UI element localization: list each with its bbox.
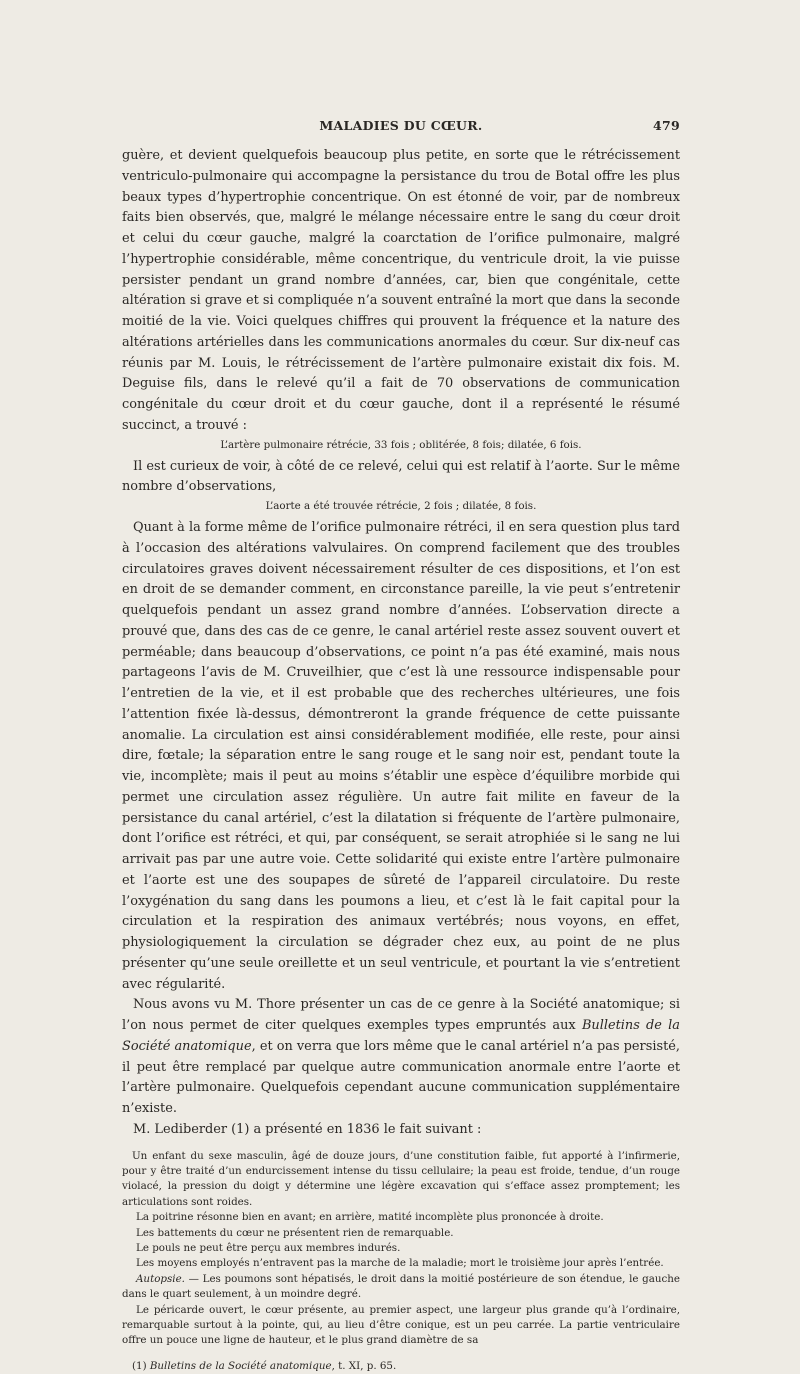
paragraph-text: , et on verra que lors même que le canal artériel n’a pas persisté, il peut être remplacé par quelque autre communication anormale entre l’aorte et l’artère pulmonaire. Quelquefois cependant aucune communication supplémentaire n’existe. [122, 1038, 680, 1116]
statistics-line: L’artère pulmonaire rétrécie, 33 fois ; oblitérée, 8 fois; dilatée, 6 fois. [220, 438, 582, 451]
journal-title: Bulletins de la Société anatomique [122, 1018, 680, 1054]
footnote [122, 1359, 680, 1374]
running-header [122, 118, 680, 136]
paragraph-text: Nous avons vu M. Thore présenter un cas de ce genre à la Société anatomique; si l’on nous permet de citer quelques exemples types empruntés aux [122, 997, 680, 1033]
footnote-marker: (1) [132, 1359, 150, 1372]
case-observation [122, 1149, 680, 1349]
observation-paragraph: Un enfant du sexe masculin, âgé de douze jours, d’une constitution faible, fut apporté à l’infirmerie, pour y être traité d’un endurcissement intense du tissu cellulaire; la peau est froide, tendue, d’un rouge violacé, la pression du doigt y détermine une légère excavation qui s’efface assez promptement; les articulations sont roides. [122, 1149, 680, 1208]
footnote-reference: , t. XI, p. 65. [331, 1359, 397, 1372]
observation-paragraph: Le péricarde ouvert, le cœur présente, au premier aspect, une largeur plus grande qu’à l’ordinaire, remarquable surtout à la pointe, qui, au lieu d’être conique, est un peu carrée. La partie ventriculaire offre un pouce une ligne de hauteur, et le plus grand diamètre de sa [122, 1303, 680, 1347]
paragraph: Il est curieux de voir, à côté de ce relevé, celui qui est relatif à l’aorte. Sur le même nombre d’observations, [122, 458, 680, 495]
observation-paragraph: Le pouls ne peut être perçu aux membres indurés. [136, 1241, 401, 1254]
observation-paragraph: Les moyens employés n’entravent pas la marche de la maladie; mort le troisième jour après l’entrée. [136, 1257, 664, 1270]
page-number: 479 [653, 118, 680, 133]
running-title: MALADIES DU CŒUR. [319, 118, 483, 133]
body-text [122, 146, 680, 1374]
paragraph: M. Lediberder (1) a présenté en 1836 le fait suivant : [133, 1121, 482, 1137]
paragraph: guère, et devient quelquefois beaucoup plus petite, en sorte que le rétrécissement ventriculo-pulmonaire qui accompagne la persistance du trou de Botal offre les plus beaux types d’hypertrophie concentrique. On est étonné de voir, par de nombreux faits bien observés, que, malgré le mélange nécessaire entre le sang du cœur droit et celui du cœur gauche, malgré la coarctation de l’orifice pulmonaire, malgré l’hypertrophie considérable, même concentrique, du ventricule droit, la vie puisse persister pendant un grand nombre d’années, car, bien que congénitale, cette altération si grave et si compliquée n’a souvent entraîné la mort que dans la seconde moitié de la vie. Voici quelques chiffres qui prouvent la fréquence et la nature des altérations artérielles dans les communications anormales du cœur. Sur dix-neuf cas réunis par M. Louis, le rétrécissement de l’artère pulmonaire existait dix fois. M. Deguise fils, dans le relevé qu’il a fait de 70 observations de communication congénitale du cœur droit et du cœur gauche, dont il a représenté le résumé succinct, a trouvé : [122, 148, 680, 433]
observation-paragraph [122, 1272, 680, 1303]
paragraph: Quant à la forme même de l’orifice pulmonaire rétréci, il en sera question plus tard à l’occasion des altérations valvulaires. On comprend facilement que des troubles circulatoires graves doivent nécessairement résulter de ces dispositions, et l’on est en droit de se demander comment, en circonstance pareille, la vie peut s’entretenir quelquefois pendant un assez grand nombre d’années. L’observation directe a prouvé que, dans des cas de ce genre, le canal artériel reste assez souvent ouvert et perméable; dans beaucoup d’observations, ce point n’a pas été examiné, mais nous partageons l’avis de M. Cruveilhier, que c’est là une ressource indispensable pour l’entretien de la vie, et il est probable que des recherches ultérieures, une fois l’attention fixée là-dessus, démontreront la grande fréquence de cette puissante anomalie. La circulation est ainsi considérablement modifiée, elle reste, pour ainsi dire, fœtale; la séparation entre le sang rouge et le sang noir est, pendant toute la vie, incomplète; mais il peut au moins s’établir une espèce d’équilibre morbide qui permet une circulation assez régulière. Un autre fait milite en faveur de la persistance du canal artériel, c’est la dilatation si fréquente de l’artère pulmonaire, dont l’orifice est rétréci, et qui, par conséquent, se serait atrophiée si le sang ne lui arrivait pas par une autre voie. Cette solidarité qui existe entre l’artère pulmonaire et l’aorte est une des soupapes de sûreté de l’appareil circulatoire. Du reste l’oxygénation du sang dans les poumons a lieu, et c’est là le fait capital pour la circulation et la respiration des animaux vertébrés; nous voyons, en effet, physiologiquement la circulation se dégrader chez eux, au point de ne plus présenter qu’une seule oreillette et un seul ventricule, et pourtant la vie s’entretient avec régularité. [122, 520, 680, 992]
statistics-line: L’aorte a été trouvée rétrécie, 2 fois ; dilatée, 8 fois. [265, 500, 537, 512]
observation-text: — Les poumons sont hépatisés, le droit dans la moitié postérieure de son étendue, le gauche dans le quart seulement, à un moindre degré. [122, 1272, 680, 1301]
autopsy-label: Autopsie. [136, 1272, 185, 1285]
observation-paragraph: La poitrine résonne bien en avant; en arrière, matité incomplète plus prononcée à droite. [136, 1211, 604, 1224]
observation-paragraph: Les battements du cœur ne présentent rien de remarquable. [136, 1226, 454, 1239]
footnote-source: Bulletins de la Société anatomique [149, 1359, 332, 1372]
paragraph [122, 995, 680, 1120]
